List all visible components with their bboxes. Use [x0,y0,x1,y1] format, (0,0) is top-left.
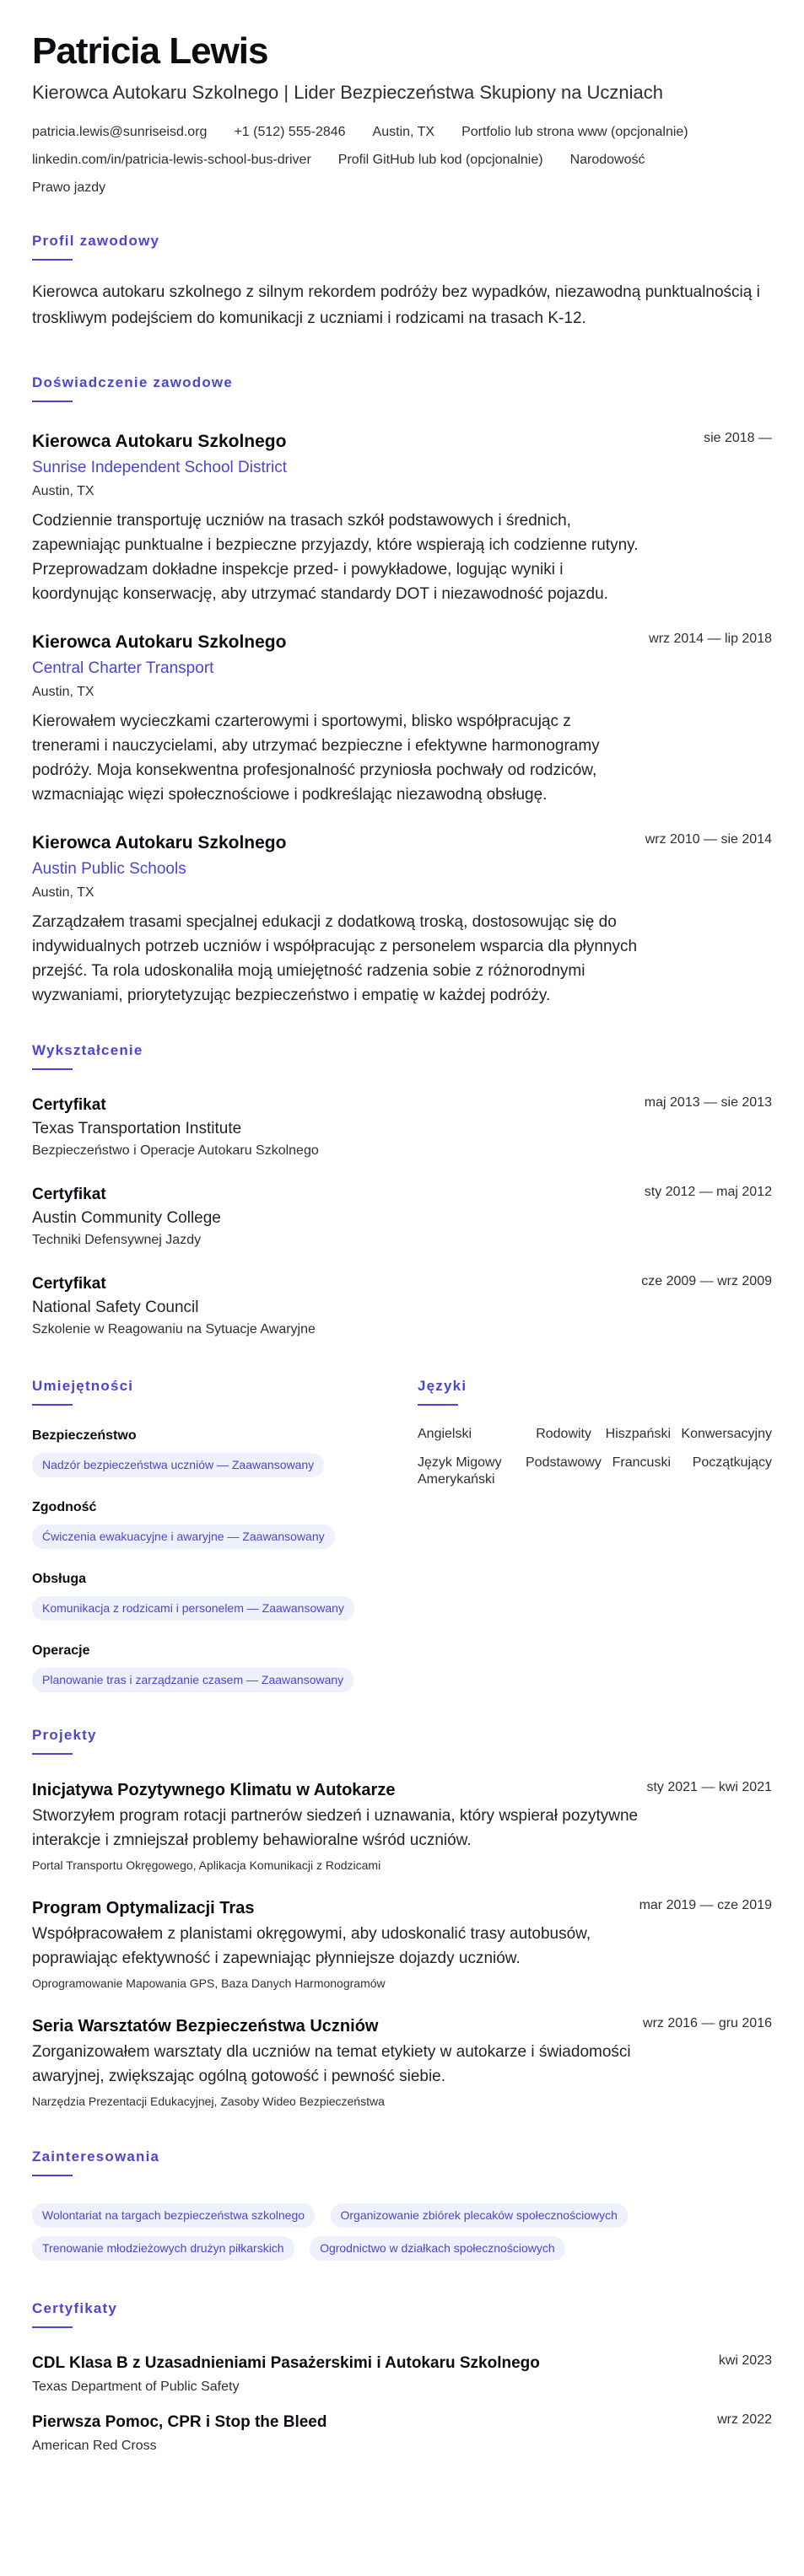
language-name: Język Migowy Amerykański [418,1455,502,1487]
experience-role: Kierowca Autokaru Szkolnego [32,632,287,652]
education-degree: Certyfikat [32,1096,106,1114]
project-tech: Oprogramowanie Mapowania GPS, Baza Danych Harmonogramów [32,1976,386,1990]
project-name: Program Optymalizacji Tras [32,1899,255,1917]
experience-description: Codziennie transportuję uczniów na trasach szkół podstawowych i średnich, zapewniając punktualne i bezpieczne przyjazdy, które wspierają ich codzienne rutyny. Przeprowadzam dokładne inspekcje przed- i powykładowe, logując wyniki i koordynując konserwację, aby utrzymać standardy DOT i niezawodność pojazdu. [32,512,639,603]
skill-category: Operacje [32,1643,90,1658]
contact-github[interactable]: Profil GitHub lub kod (opcjonalnie) [337,153,543,167]
experience-location: Austin, TX [32,885,94,900]
language-level: Konwersacyjny [681,1427,772,1441]
section-divider [32,2326,73,2328]
project-dates: wrz 2016 — gru 2016 [643,2016,772,2030]
section-divider [32,1404,73,1406]
experience-dates: sie 2018 — [704,431,772,445]
education-field: Bezpieczeństwo i Operacje Autokaru Szkolnego [32,1143,319,1158]
skill-pill: Ćwiczenia ewakuacyjne i awaryjne — Zaawansowany [32,1525,335,1549]
certificate-issuer: American Red Cross [32,2439,157,2453]
experience-company[interactable]: Sunrise Independent School District [32,459,288,476]
section-title-experience: Doświadczenie zawodowe [32,374,234,390]
skills-languages-row [32,1343,772,1692]
language-name: Francuski [612,1455,671,1470]
experience-role: Kierowca Autokaru Szkolnego [32,833,287,852]
language-level: Podstawowy [526,1455,602,1470]
contact-email[interactable]: patricia.lewis@sunriseisd.org [32,125,208,139]
skill-category: Bezpieczeństwo [32,1428,137,1443]
summary-text: Kierowca autokaru szkolnego z silnym rekordem podróży bez wypadków, niezawodną punktualnością i troskliwym podejściem do komunikacji z uczniami i rodzicami na trasach K-12. [32,283,760,327]
contact-linkedin[interactable]: linkedin.com/in/patricia-lewis-school-bus-driver [32,153,311,167]
skill-category: Obsługa [32,1572,87,1586]
interest-pill: Trenowanie młodzieżowych drużyn piłkarskich [32,2236,294,2261]
skill-pill: Komunikacja z rodzicami i personelem — Zaawansowany [32,1596,354,1621]
experience-entry [32,632,772,807]
skill-pill: Planowanie tras i zarządzanie czasem — Zaawansowany [32,1668,353,1692]
certificate-issuer: Texas Department of Public Safety [32,2380,240,2394]
languages-table [418,1426,772,1488]
contact-location: Austin, TX [372,125,435,139]
contact-list [32,123,772,207]
education-dates: sty 2012 — maj 2012 [644,1185,772,1199]
education-institution: National Safety Council [32,1299,199,1316]
education-field: Szkolenie w Reagowaniu na Sytuacje Awaryjne [32,1322,316,1336]
section-divider [32,2175,73,2176]
experience-location: Austin, TX [32,484,94,498]
experience-dates: wrz 2010 — sie 2014 [645,832,772,847]
language-name: Angielski [418,1427,472,1441]
certificate-name: Pierwsza Pomoc, CPR i Stop the Bleed [32,2413,327,2431]
language-row [418,1455,772,1488]
project-name: Inicjatywa Pozytywnego Klimatu w Autokarze [32,1781,396,1799]
education-degree: Certyfikat [32,1186,106,1203]
project-description: Współpracowałem z planistami okręgowymi, aby udoskonalić trasy autobusów, poprawiając efektywność i zapewniając płynniejsze dojazdy uczniów. [32,1925,591,1967]
certificate-date: wrz 2022 [717,2412,772,2427]
project-description: Zorganizowałem warsztaty dla uczniów na temat etykiety w autokarze i świadomości awaryjnej, zwiększając ogólną gotowość i pewność siebie. [32,2043,631,2085]
certificate-date: kwi 2023 [718,2353,772,2368]
skill-category: Zgodność [32,1500,97,1514]
section-divider [418,1404,458,1406]
project-dates: sty 2021 — kwi 2021 [646,1780,772,1794]
education-degree: Certyfikat [32,1275,106,1293]
language-level: Początkujący [692,1455,772,1470]
project-tech: Narzędzia Prezentacji Edukacyjnej, Zasoby Wideo Bezpieczeństwa [32,2095,385,2108]
experience-location: Austin, TX [32,685,94,699]
project-entry [32,1898,772,1991]
section-title-skills: Umiejętności [32,1378,134,1394]
languages-column [418,1343,772,1692]
project-description: Stworzyłem program rotacji partnerów siedzeń i uznawania, który wspierał pozytywne interakcje i zmniejszał problemy behawioralne wśród uczniów. [32,1807,639,1849]
interests-list [32,2195,724,2261]
skill-pill: Nadzór bezpieczeństwa uczniów — Zaawansowany [32,1453,324,1477]
section-title-summary: Profil zawodowy [32,233,160,249]
language-level: Rodowity [536,1427,591,1441]
interest-pill: Ogrodnictwo w działkach społecznościowych [310,2236,565,2261]
project-name: Seria Warsztatów Bezpieczeństwa Uczniów [32,2017,379,2036]
certificate-entry [32,2412,772,2455]
experience-description: Zarządzałem trasami specjalnej edukacji z dodatkową troską, dostosowując się do indywidualnych potrzeb uczniów i współpracując z personelem wsparcia dla płynnych przejść. Ta rola udoskonaliła moją umiejętność radzenia sobie z różnorodnymi wyzwaniami, priorytetyzując bezpieczeństwo i empatię w każdej podróży. [32,913,638,1004]
certificate-entry [32,2353,772,2396]
section-title-interests: Zainteresowania [32,2148,160,2165]
experience-role: Kierowca Autokaru Szkolnego [32,432,287,451]
project-entry [32,2016,772,2109]
education-entry [32,1095,772,1159]
education-institution: Austin Community College [32,1209,221,1227]
experience-description: Kierowałem wycieczkami czarterowymi i sportowymi, blisko współpracując z trenerami i nauczycielami, aby utrzymać bezpieczne i efektywne harmonogramy podróży. Moja konsekwentna profesjonalność przyniosła pochwały od rodziców, wzmacniając więzi społecznościowe i podkreślając niezawodną obsługę. [32,713,600,804]
skills-column [32,1343,418,1692]
education-dates: maj 2013 — sie 2013 [644,1095,772,1110]
language-name: Hiszpański [605,1427,671,1441]
experience-entry [32,431,772,606]
experience-dates: wrz 2014 — lip 2018 [649,632,772,646]
project-tech: Portal Transportu Okręgowego, Aplikacja Komunikacji z Rodzicami [32,1858,381,1872]
section-divider [32,259,73,261]
experience-entry [32,832,772,1008]
section-divider [32,401,73,402]
contact-phone[interactable]: +1 (512) 555-2846 [234,125,346,139]
experience-company[interactable]: Austin Public Schools [32,860,186,878]
project-entry [32,1780,772,1873]
section-title-certificates: Certyfikaty [32,2300,118,2316]
interest-pill: Organizowanie zbiórek plecaków społecznościowych [331,2203,628,2228]
section-title-projects: Projekty [32,1727,97,1743]
candidate-name: Patricia Lewis [32,30,268,72]
section-divider [32,1753,73,1755]
interest-pill: Wolontariat na targach bezpieczeństwa szkolnego [32,2203,315,2228]
contact-nationality: Narodowość [569,153,645,167]
section-title-education: Wykształcenie [32,1042,143,1058]
education-entry [32,1274,772,1338]
project-dates: mar 2019 — cze 2019 [639,1898,772,1912]
language-row [418,1426,772,1443]
experience-company[interactable]: Central Charter Transport [32,659,214,677]
headline: Kierowca Autokaru Szkolnego | Lider Bezpieczeństwa Skupiony na Uczniach [32,82,664,103]
education-dates: cze 2009 — wrz 2009 [641,1274,772,1288]
contact-portfolio[interactable]: Portfolio lub strona www (opcjonalnie) [461,125,688,139]
education-institution: Texas Transportation Institute [32,1120,242,1137]
section-divider [32,1068,73,1070]
certificate-name: CDL Klasa B z Uzasadnieniami Pasażerskimi i Autokaru Szkolnego [32,2354,540,2372]
section-title-languages: Języki [418,1378,467,1394]
contact-driving-license: Prawo jazdy [32,180,106,195]
education-entry [32,1185,772,1249]
education-field: Techniki Defensywnej Jazdy [32,1233,202,1247]
